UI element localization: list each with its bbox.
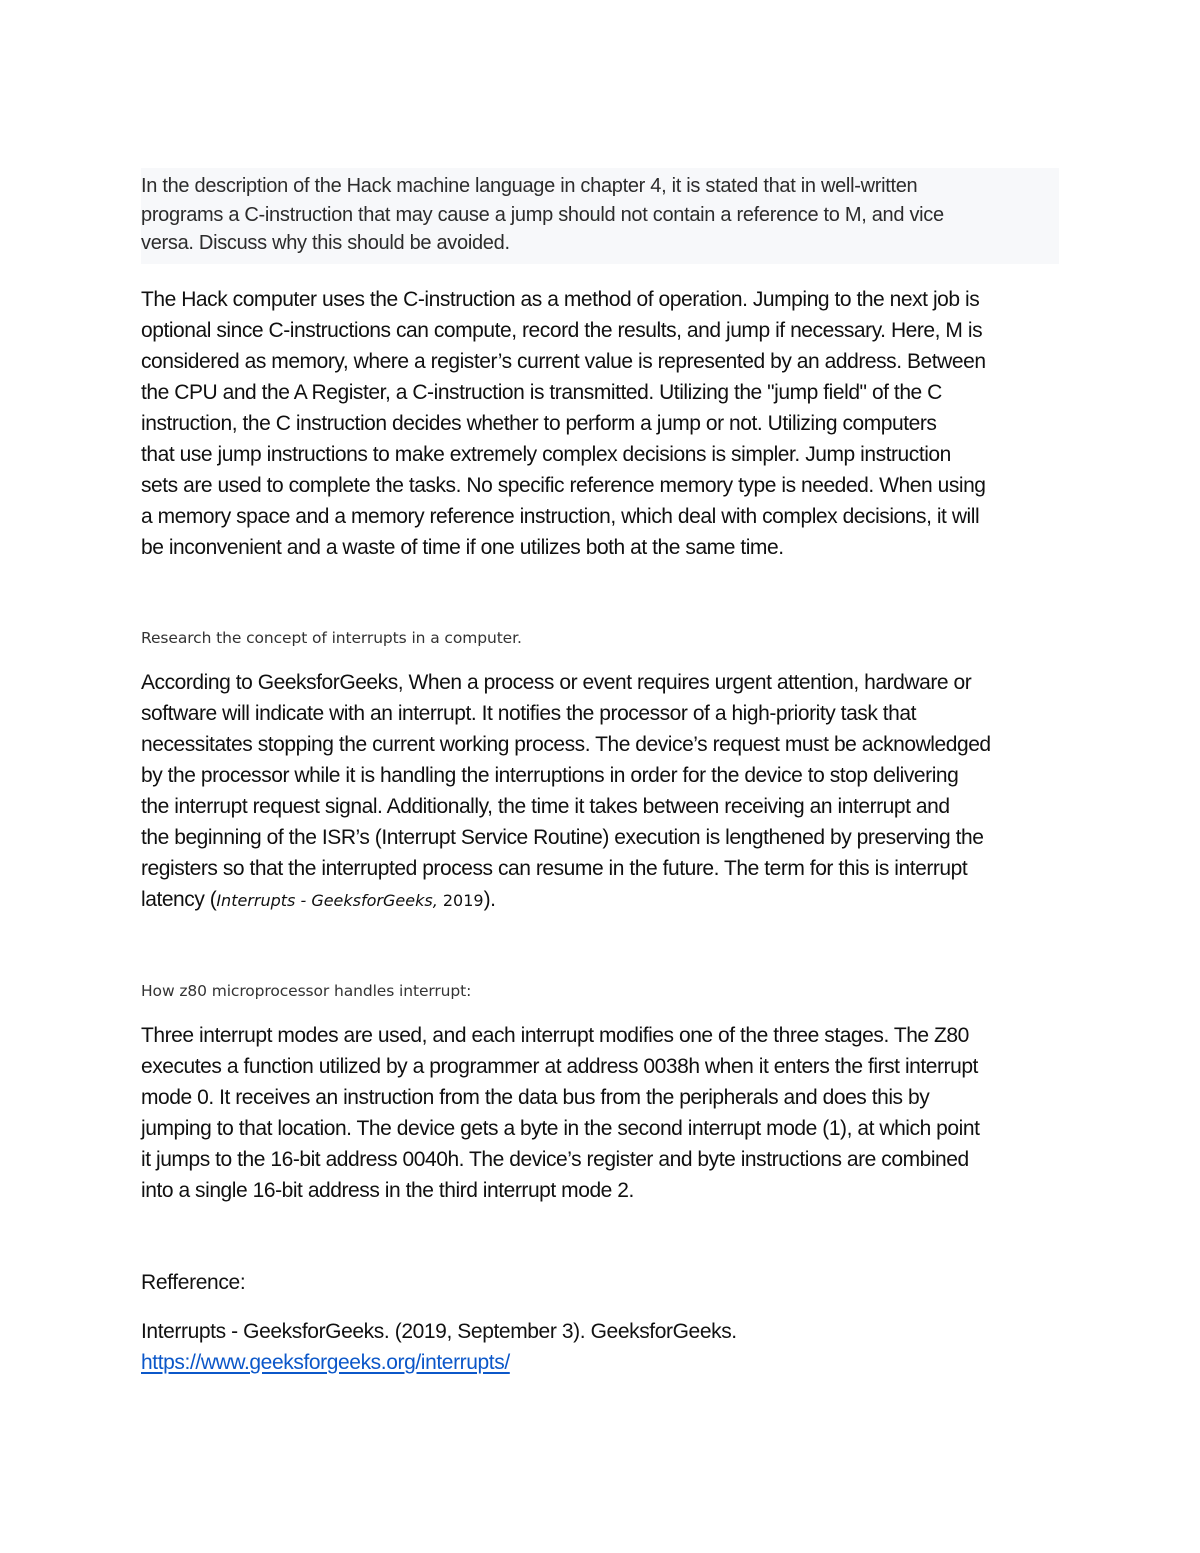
reference-link[interactable]: https://www.geeksforgeeks.org/interrupts/: [141, 1351, 510, 1374]
answer-2: [141, 667, 1063, 916]
citation-title: Interrupts - GeeksforGeeks,: [216, 891, 438, 910]
citation-close: ).: [483, 888, 496, 911]
reference-entry: [141, 1316, 1063, 1378]
question-2: Research the concept of interrupts in a computer.: [141, 629, 522, 647]
question-3: How z80 microprocessor handles interrupt:: [141, 982, 472, 1000]
answer-3: Three interrupt modes are used, and each interrupt modifies one of the three stages. The Z80 executes a function utilized by a programmer at address 0038h when it enters the first interrupt mode 0. It receives an instruction from the data bus from the peripherals and does this by jumping to that location. The device gets a byte in the second interrupt mode (1), at which point it jumps to the 16-bit address 0040h. The device’s register and byte instructions are combined into a single 16-bit address in the third interrupt mode 2.: [141, 1024, 980, 1202]
reference-heading: Refference:: [141, 1271, 246, 1294]
citation-year: 2019: [437, 891, 484, 910]
reference-text: Interrupts - GeeksforGeeks. (2019, September 3). GeeksforGeeks.: [141, 1320, 737, 1343]
answer-2-body: According to GeeksforGeeks, When a process or event requires urgent attention, hardware or software will indicate with an interrupt. It notifies the processor of a high-priority task that necessitates stopping the current working process. The device’s request must be acknowledged by the processor while it is handling the interruptions in order for the device to stop delivering the interrupt request signal. Additionally, the time it takes between receiving an interrupt and the beginning of the ISR’s (Interrupt Service Routine) execution is lengthened by preserving the registers so that the interrupted process can resume in the future. The term for this is interrupt latency (: [141, 671, 991, 911]
answer-1: The Hack computer uses the C-instruction as a method of operation. Jumping to the next job is optional since C-instructions can compute, record the results, and jump if necessary. Here, M is considered as memory, where a register’s current value is represented by an address. Between the CPU and the A Register, a C-instruction is transmitted. Utilizing the "jump field" of the C instruction, the C instruction decides whether to perform a jump or not. Utilizing computers that use jump instructions to make extremely complex decisions is simpler. Jump instruction sets are used to complete the tasks. No specific reference memory type is needed. When using a memory space and a memory reference instruction, which deal with complex decisions, it will be inconvenient and a waste of time if one utilizes both at the same time.: [141, 288, 986, 559]
question-1: In the description of the Hack machine language in chapter 4, it is stated that in well-written programs a C-instruction that may cause a jump should not contain a reference to M, and vice versa. Discuss why this should be avoided.: [141, 168, 1059, 264]
